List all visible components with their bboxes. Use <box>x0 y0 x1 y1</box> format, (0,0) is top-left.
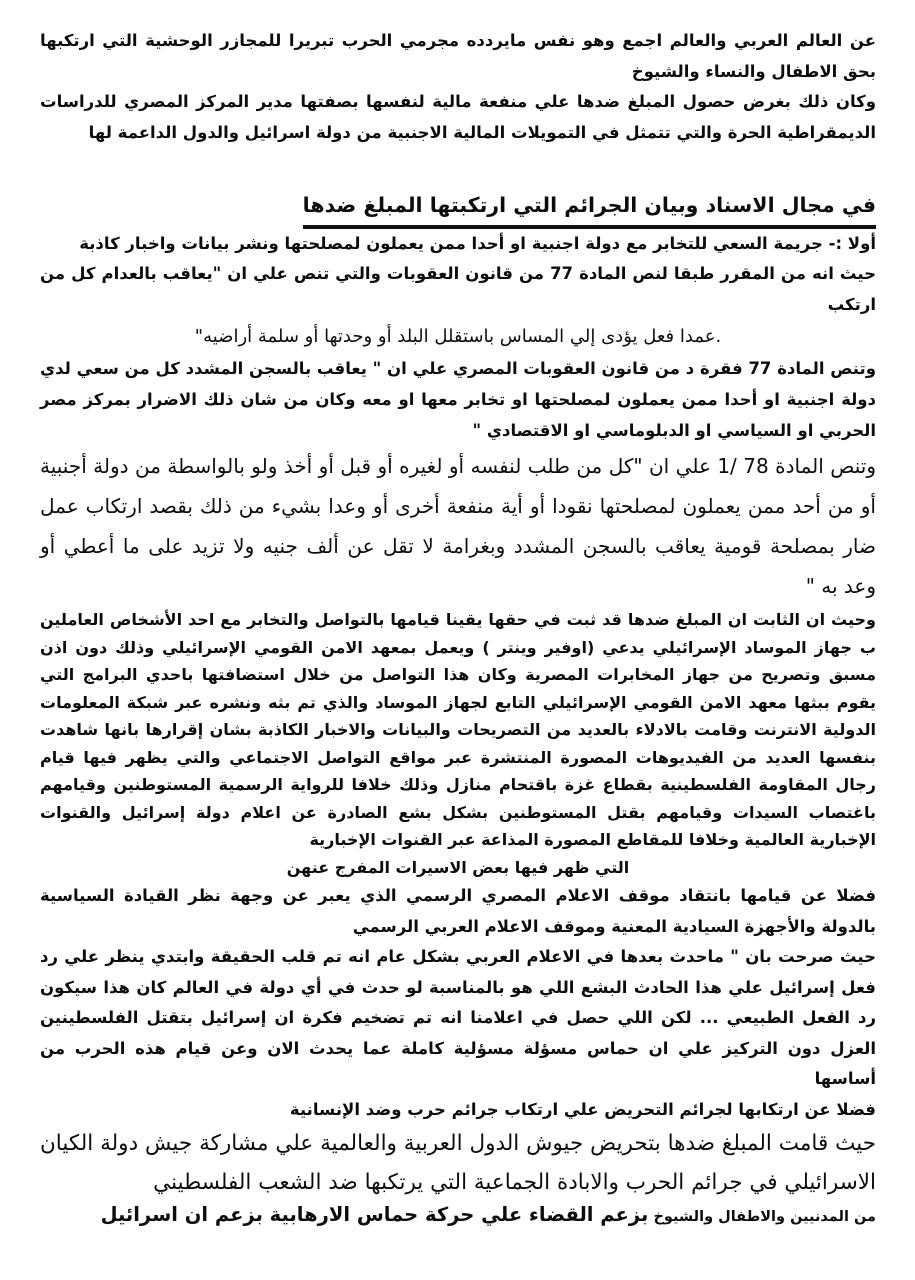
final-mixed-line <box>40 1203 876 1226</box>
first-charge-line: أولا :- جريمة السعي للتخابر مع دولة اجنبية او أحدا ممن يعملون لمصلحتها ونشر بيانات واخبار كاذبة <box>79 233 876 253</box>
evidence-tail-line: التي ظهر فيها بعض الاسيرات المفرج عنهن <box>286 857 630 877</box>
media-criticism-paragraph: فضلا عن قيامها بانتقاد موقف الاعلام المصري الرسمي الذي يعبر عن وجهة نظر القيادة السياسية بالدولة والأجهزة السيادية المعنية وموقف الاعلام العربي الرسمي <box>40 886 876 936</box>
article-77-quote: .عمدا فعل يؤدى إلي المساس باستقلل البلد أو وحدتها أو سلمة أراضيه" <box>194 326 722 348</box>
funding-motive-paragraph: وكان ذلك بغرض حصول المبلغ ضدها علي منفعة مالية لنفسها بصفتها مدير المركز المصري للدراسات الديمقراطية الحرة والتي تتمثل في التمويلات المالية الاجنبية من دولة اسرائيل والدول الداعمة لها <box>40 92 876 142</box>
evidence-paragraph: وحيث ان الثابت ان المبلغ ضدها قد ثبت في حقها يقينا قيامها بالتواصل والتخابر مع احد الأشخاص العاملين ب جهاز الموساد الإسرائيلي يدعي (اوفير وينتر ) ويعمل بمعهد الامن القومي الإسرائيلي وذلك دون اذن مسبق وتصريح من جهاز المخابرات المصرية وكان هذا التواصل من خلال استضافتها باحدي البرامج التي يقوم ببثها معهد الامن القومي الإسرائيلي التابع لجهاز الموساد والذي تم بثه ونشره عبر شبكة المعلومات الدولية الانترنت وقامت بالادلاء بالعديد من التصريحات والبيانات والاخبار الكاذبة بشان إقرارها بانها شاهدت بنفسها العديد من الفيديوهات المصورة المنتشرة عبر مواقع التواصل الاجتماعي والتي يظهر فيها قيام رجال المقاومة الفلسطينية بقطاع غزة باقتحام منازل وذلك خلافا للرواية الرسمية المستوطنين وقيامهم باغتصاب السيدات وقيامهم بقتل المستوطنين بشكل بشع الصادرة عن اعلام دولة إسرائيل والقنوات الإخبارية العالمية وخلافا للمقاطع المصورة المذاعة عبر القنوات الإخبارية <box>40 610 876 850</box>
charges-section <box>40 192 876 229</box>
incitement-detail-paragraph: حيث قامت المبلغ ضدها بتحريض جيوش الدول العربية والعالمية علي مشاركة جيش دولة الكيان الاسرائيلي في جرائم الحرب والابادة الجماعية التي يرتكبها ضد الشعب الفلسطيني <box>40 1131 876 1195</box>
article-78-paragraph: وتنص المادة 78 /1 علي ان "كل من طلب لنفسه أو لغيره أو قبل أو أخذ ولو بالواسطة من دولة أجنبية أو من أحد ممن يعملون لمصلحتها نقودا أو أية منفعة أخرى أو وعدا بشيء من ذلك بقصد ارتكاب عمل ضار بمصلحة قومية يعاقب بالسجن المشدد وبغرامة لا تقل عن ألف جنيه ولا تزيد على ما أعطي أو وعد به " <box>40 454 876 599</box>
charges-heading: في مجال الاسناد وبيان الجرائم التي ارتكبتها المبلغ ضدها <box>303 192 876 229</box>
article-77d-paragraph: وتنص المادة 77 فقرة د من قانون العقوبات المصري علي ان " يعاقب بالسجن المشدد كل من سعي لدي دولة اجنبية او أحدا ممن يعملون لمصلحتها او تخابر معها او معه وكان من شان ذلك الاضرار بمركز مصر الحربي او السياسي او الدبلوماسي او الاقتصادي " <box>40 359 876 440</box>
statement-quote-paragraph: حيث صرحت بان " ماحدث بعدها في الاعلام العربي بشكل عام انه تم قلب الحقيقة وابتدي ينظر علي رد فعل إسرائيل علي هذا الحادث البشع اللي هو بالمناسبة لو حدث في أي دولة في العالم كان هذا سيكون رد الفعل الطبيعي ... لكن اللي حصل في اعلامنا انه تم تضخيم فكرة ان إسرائيل بتقتل الفلسطينين العزل دون التركيز علي ان حماس مسؤلة مسؤلية كاملة عما يحدث الان وعن قيام هذه الحرب من أساسها <box>40 947 876 1089</box>
final-line-large-segment: بزعم القضاء علي حركة حماس الارهابية بزعم ان اسرائيل <box>100 1202 649 1226</box>
final-line-small-segment: من المدنيين والاطفال والشيوخ <box>653 1208 876 1225</box>
article-77-lead: حيث انه من المقرر طبقا لنص المادة 77 من قانون العقوبات والتي تنص علي ان "يعاقب بالعدام كل من ارتكب <box>40 264 876 314</box>
incitement-line: فضلا عن ارتكابها لجرائم التحريض علي ارتكاب جرائم حرب وضد الإنسانية <box>289 1099 876 1119</box>
intro-paragraph-war-crimes: عن العالم العربي والعالم اجمع وهو نفس مايردده مجرمي الحرب تبريرا للمجازر الوحشية التي ارتكبها بحق الاطفال والنساء والشيوخ <box>40 31 876 81</box>
